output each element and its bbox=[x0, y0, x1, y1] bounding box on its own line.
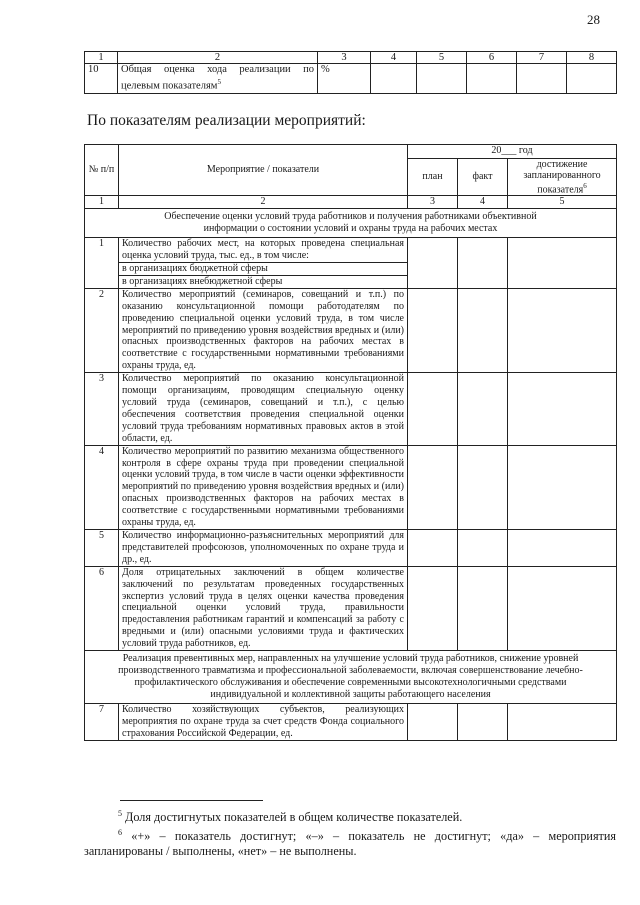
table-row bbox=[85, 529, 617, 566]
empty-cell bbox=[517, 64, 567, 94]
row-number: 3 bbox=[85, 373, 119, 445]
row-number: 4 bbox=[85, 445, 119, 529]
empty-cell bbox=[458, 238, 508, 289]
column-numbering-row bbox=[85, 52, 617, 64]
empty-cell bbox=[458, 529, 508, 566]
empty-cell bbox=[408, 238, 458, 289]
empty-cell bbox=[508, 704, 617, 741]
table-row bbox=[85, 288, 617, 372]
empty-cell bbox=[508, 566, 617, 650]
footnote-text: «+» – показатель достигнут; «–» – показатель не достигнут; «да» – мероприятия запланированы / выполнены, «нет» – не выполнены. bbox=[84, 829, 617, 859]
header-row bbox=[85, 145, 617, 159]
sub-indicator: в организациях бюджетной сферы bbox=[119, 262, 407, 275]
row-text: Количество мероприятий (семинаров, совещаний и т.п.) по оказанию консультационной помощи работодателям по проведению специальной оценки условий труда, в том числе мероприятий по приведению уровня воздействия вредных и (или) опасных производственных факторов на рабочих местах в соответствие с государственными нормативными требованиями охраны труда, ед. bbox=[119, 288, 408, 372]
row-text: Количество информационно-разъяснительных мероприятий для представителей профсоюзов, уполномоченных по охране труда и др., ед. bbox=[119, 529, 408, 566]
empty-cell bbox=[508, 529, 617, 566]
empty-cell bbox=[408, 529, 458, 566]
empty-cell bbox=[508, 238, 617, 289]
row-text: Доля отрицательных заключений в общем количестве заключений по результатам проведенных государственных экспертиз условий труда в целях оценки качества проведения специальной оценки условий труда, правильности предоставления работникам гарантий и компенсаций за работу с вредными и (или) опасными условиями труда и фактических условий труда работников, ед. bbox=[119, 566, 408, 650]
empty-cell bbox=[508, 288, 617, 372]
column-number: 4 bbox=[458, 196, 508, 209]
empty-cell bbox=[408, 704, 458, 741]
section-row bbox=[85, 651, 617, 704]
header-achievement-text: достижение запланированного показателя bbox=[523, 159, 601, 196]
measures-table bbox=[84, 144, 617, 741]
empty-cell bbox=[467, 64, 517, 94]
row-number: 1 bbox=[85, 238, 119, 289]
table-row bbox=[85, 445, 617, 529]
row-number: 5 bbox=[85, 529, 119, 566]
empty-cell bbox=[408, 566, 458, 650]
target-indicators-table bbox=[84, 51, 617, 94]
column-number: 5 bbox=[417, 52, 467, 64]
column-number: 3 bbox=[318, 52, 371, 64]
row-text bbox=[119, 238, 408, 289]
footnote-6 bbox=[84, 825, 616, 859]
page-number: 28 bbox=[587, 12, 600, 27]
empty-cell bbox=[508, 373, 617, 445]
section-heading: По показателям реализации мероприятий: bbox=[87, 112, 366, 129]
row-text bbox=[118, 64, 318, 94]
table-row bbox=[85, 704, 617, 741]
empty-cell bbox=[408, 373, 458, 445]
section-title: Реализация превентивных мер, направленных на улучшение условий труда работников, снижение уровней производственного травматизма и профессиональной заболеваемости, включая совершенствование лечебно-профилактического обслуживания и обеспечение современными высокотехнологичными средствами индивидуальной и коллективной защиты работающего населения bbox=[85, 651, 617, 704]
section-title: Обеспечение оценки условий труда работников и получения работниками объективной информации о состоянии условий и охраны труда на рабочих местах bbox=[85, 209, 617, 238]
column-number: 8 bbox=[567, 52, 617, 64]
column-number: 1 bbox=[85, 52, 118, 64]
footnote-mark: 6 bbox=[583, 182, 587, 190]
column-number: 6 bbox=[467, 52, 517, 64]
empty-cell bbox=[458, 288, 508, 372]
empty-cell bbox=[458, 566, 508, 650]
row-text-content: Общая оценка хода реализации по целевым показателям bbox=[121, 64, 314, 92]
table-row bbox=[85, 64, 617, 94]
column-numbering-row bbox=[85, 196, 617, 209]
empty-cell bbox=[417, 64, 467, 94]
row-number: 10 bbox=[85, 64, 118, 94]
header-num: № п/п bbox=[85, 145, 119, 196]
table-row bbox=[85, 566, 617, 650]
table-row bbox=[85, 238, 617, 289]
footnotes bbox=[84, 806, 616, 859]
column-number: 7 bbox=[517, 52, 567, 64]
header-year: 20___ год bbox=[408, 145, 617, 159]
empty-cell bbox=[458, 445, 508, 529]
header-title: Мероприятие / показатели bbox=[119, 145, 408, 196]
footnote-5 bbox=[84, 806, 616, 825]
row-number: 2 bbox=[85, 288, 119, 372]
column-number: 1 bbox=[85, 196, 119, 209]
empty-cell bbox=[567, 64, 617, 94]
column-number: 5 bbox=[508, 196, 617, 209]
header-fact: факт bbox=[458, 159, 508, 196]
empty-cell bbox=[458, 373, 508, 445]
empty-cell bbox=[508, 445, 617, 529]
sub-indicator: в организациях внебюджетной сферы bbox=[119, 275, 407, 288]
row-number: 6 bbox=[85, 566, 119, 650]
empty-cell bbox=[458, 704, 508, 741]
footnote-text: Доля достигнутых показателей в общем количестве показателей. bbox=[125, 810, 463, 825]
empty-cell bbox=[408, 288, 458, 372]
footnote-mark: 5 bbox=[118, 809, 122, 818]
row-text: Количество мероприятий по оказанию консультационной помощи организациям, проводящим специальную оценку условий труда (семинаров, совещаний и т.п.), с целью обеспечения соответствия проведения специальной оценки условий труда требованиям нормативных правовых актов в этой области, ед. bbox=[119, 373, 408, 445]
header-plan: план bbox=[408, 159, 458, 196]
row-text: Количество мероприятий по развитию механизма общественного контроля в сфере охраны труда при проведении специальной оценки условий труда, в том числе в части оценки эффективности мероприятий по приведению уровня воздействия вредных и (или) опасных производственных факторов на рабочих местах в соответствие с государственными нормативными требованиями охраны труда, ед. bbox=[119, 445, 408, 529]
row-text-content: Количество рабочих мест, на которых проведена специальная оценка условий труда, тыс. ед., в том числе: bbox=[122, 238, 404, 262]
header-achievement bbox=[508, 159, 617, 196]
row-unit: % bbox=[318, 64, 371, 94]
empty-cell bbox=[371, 64, 417, 94]
section-row bbox=[85, 209, 617, 238]
footnote-mark: 6 bbox=[118, 828, 122, 838]
column-number: 2 bbox=[118, 52, 318, 64]
row-number: 7 bbox=[85, 704, 119, 741]
footnote-separator bbox=[120, 800, 263, 801]
row-text: Количество хозяйствующих субъектов, реализующих мероприятия по охране труда за счет средств Фонда социального страхования Российской Федерации, ед. bbox=[119, 704, 408, 741]
footnote-mark: 5 bbox=[217, 78, 221, 86]
column-number: 3 bbox=[408, 196, 458, 209]
table-row bbox=[85, 373, 617, 445]
empty-cell bbox=[408, 445, 458, 529]
column-number: 2 bbox=[119, 196, 408, 209]
column-number: 4 bbox=[371, 52, 417, 64]
